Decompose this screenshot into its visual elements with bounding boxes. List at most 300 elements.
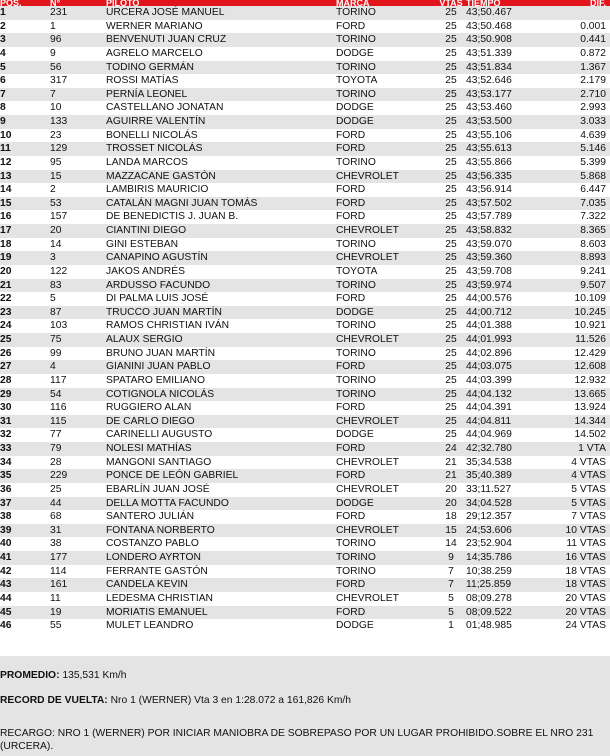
cell-marca: FORD (336, 469, 436, 483)
cell-tiempo: 43;52.646 (466, 74, 544, 88)
record-label: RECORD DE VUELTA: (0, 695, 108, 706)
cell-dif: 4 VTAS (544, 469, 610, 483)
cell-pos: 39 (0, 524, 50, 538)
cell-num: 68 (50, 510, 106, 524)
cell-tiempo: 44;04.969 (466, 428, 544, 442)
cell-pos: 5 (0, 61, 50, 75)
cell-tiempo: 43;53.500 (466, 115, 544, 129)
cell-pos: 9 (0, 115, 50, 129)
cell-marca: FORD (336, 142, 436, 156)
cell-num: 5 (50, 292, 106, 306)
cell-piloto: CATALÁN MAGNI JUAN TOMÁS (106, 197, 336, 211)
cell-dif: 0.441 (544, 33, 610, 47)
cell-dif: 10 VTAS (544, 524, 610, 538)
cell-marca: CHEVROLET (336, 592, 436, 606)
cell-vtas: 25 (436, 238, 466, 252)
cell-tiempo: 44;03.399 (466, 374, 544, 388)
cell-marca: TORINO (336, 388, 436, 402)
cell-piloto: URCERA JOSÉ MANUEL (106, 6, 336, 20)
cell-vtas: 25 (436, 388, 466, 402)
cell-marca: TORINO (336, 347, 436, 361)
cell-vtas: 20 (436, 483, 466, 497)
cell-marca: CHEVROLET (336, 170, 436, 184)
cell-vtas: 25 (436, 156, 466, 170)
cell-piloto: PERNÍA LEONEL (106, 88, 336, 102)
cell-dif: 11.526 (544, 333, 610, 347)
cell-num: 54 (50, 388, 106, 402)
cell-piloto: GIANINI JUAN PABLO (106, 360, 336, 374)
cell-marca: CHEVROLET (336, 456, 436, 470)
cell-tiempo: 14;35.786 (466, 551, 544, 565)
table-row (0, 551, 610, 565)
cell-tiempo: 42;32.780 (466, 442, 544, 456)
cell-pos: 33 (0, 442, 50, 456)
cell-piloto: DE BENEDICTIS J. JUAN B. (106, 210, 336, 224)
table-row (0, 469, 610, 483)
cell-num: 75 (50, 333, 106, 347)
cell-vtas: 25 (436, 33, 466, 47)
cell-marca: CHEVROLET (336, 333, 436, 347)
cell-marca: TORINO (336, 551, 436, 565)
cell-marca: TORINO (336, 33, 436, 47)
cell-piloto: MULET LEANDRO (106, 619, 336, 633)
record-line (0, 695, 351, 706)
table-row (0, 578, 610, 592)
cell-vtas: 14 (436, 537, 466, 551)
cell-num: 103 (50, 319, 106, 333)
cell-pos: 20 (0, 265, 50, 279)
cell-vtas: 5 (436, 606, 466, 620)
cell-tiempo: 23;52.904 (466, 537, 544, 551)
table-row (0, 401, 610, 415)
table-row (0, 428, 610, 442)
cell-num: 95 (50, 156, 106, 170)
cell-piloto: TROSSET NICOLÁS (106, 142, 336, 156)
cell-dif: 12.932 (544, 374, 610, 388)
cell-dif: 20 VTAS (544, 606, 610, 620)
cell-num: 23 (50, 129, 106, 143)
cell-pos: 28 (0, 374, 50, 388)
cell-dif: 2.179 (544, 74, 610, 88)
cell-marca: TORINO (336, 61, 436, 75)
cell-dif: 1.367 (544, 61, 610, 75)
cell-num: 55 (50, 619, 106, 633)
cell-dif: 0.872 (544, 47, 610, 61)
race-summary (0, 656, 610, 756)
cell-vtas: 25 (436, 292, 466, 306)
cell-num: 231 (50, 6, 106, 20)
cell-num: 38 (50, 537, 106, 551)
cell-num: 10 (50, 101, 106, 115)
header-vtas: VTAS (436, 0, 466, 6)
cell-pos: 44 (0, 592, 50, 606)
cell-dif: 8.365 (544, 224, 610, 238)
cell-marca: FORD (336, 292, 436, 306)
cell-piloto: MANGONI SANTIAGO (106, 456, 336, 470)
cell-pos: 16 (0, 210, 50, 224)
cell-num: 157 (50, 210, 106, 224)
cell-dif: 14.502 (544, 428, 610, 442)
cell-piloto: COTIGNOLA NICOLÁS (106, 388, 336, 402)
table-row (0, 33, 610, 47)
cell-pos: 11 (0, 142, 50, 156)
cell-dif: 20 VTAS (544, 592, 610, 606)
cell-pos: 6 (0, 74, 50, 88)
cell-marca: FORD (336, 578, 436, 592)
cell-num: 177 (50, 551, 106, 565)
cell-piloto: LONDERO AYRTON (106, 551, 336, 565)
cell-piloto: ALAUX SERGIO (106, 333, 336, 347)
cell-dif: 0.001 (544, 20, 610, 34)
table-row (0, 306, 610, 320)
table-row (0, 210, 610, 224)
cell-tiempo: 43;57.502 (466, 197, 544, 211)
cell-vtas: 7 (436, 565, 466, 579)
table-row (0, 333, 610, 347)
cell-tiempo: 43;50.467 (466, 6, 544, 20)
cell-marca: TORINO (336, 279, 436, 293)
table-row (0, 565, 610, 579)
cell-vtas: 25 (436, 47, 466, 61)
cell-tiempo: 24;53.606 (466, 524, 544, 538)
table-row (0, 251, 610, 265)
cell-marca: CHEVROLET (336, 224, 436, 238)
cell-vtas: 25 (436, 74, 466, 88)
cell-marca: FORD (336, 210, 436, 224)
cell-tiempo: 44;00.712 (466, 306, 544, 320)
cell-piloto: BENVENUTI JUAN CRUZ (106, 33, 336, 47)
cell-dif: 9.507 (544, 279, 610, 293)
cell-vtas: 21 (436, 469, 466, 483)
cell-marca: TORINO (336, 319, 436, 333)
cell-num: 129 (50, 142, 106, 156)
cell-tiempo: 43;50.908 (466, 33, 544, 47)
cell-dif: 3.033 (544, 115, 610, 129)
table-row (0, 183, 610, 197)
table-row (0, 129, 610, 143)
cell-tiempo: 43;59.708 (466, 265, 544, 279)
cell-piloto: AGUIRRE VALENTÍN (106, 115, 336, 129)
cell-piloto: EBARLÍN JUAN JOSÉ (106, 483, 336, 497)
cell-pos: 29 (0, 388, 50, 402)
cell-vtas: 9 (436, 551, 466, 565)
cell-piloto: DI PALMA LUIS JOSÉ (106, 292, 336, 306)
cell-marca: DODGE (336, 101, 436, 115)
cell-vtas: 25 (436, 129, 466, 143)
cell-marca: TORINO (336, 88, 436, 102)
cell-pos: 14 (0, 183, 50, 197)
cell-piloto: BRUNO JUAN MARTÍN (106, 347, 336, 361)
cell-dif: 1 VTA (544, 442, 610, 456)
table-row (0, 510, 610, 524)
cell-num: 53 (50, 197, 106, 211)
cell-dif: 12.608 (544, 360, 610, 374)
cell-num: 11 (50, 592, 106, 606)
cell-pos: 38 (0, 510, 50, 524)
cell-num: 14 (50, 238, 106, 252)
cell-piloto: TRUCCO JUAN MARTÍN (106, 306, 336, 320)
cell-pos: 7 (0, 88, 50, 102)
cell-dif: 5 VTAS (544, 497, 610, 511)
cell-marca: FORD (336, 401, 436, 415)
cell-marca: CHEVROLET (336, 415, 436, 429)
header-num: N° (50, 0, 106, 6)
cell-piloto: CASTELLANO JONATAN (106, 101, 336, 115)
cell-tiempo: 44;01.993 (466, 333, 544, 347)
table-row (0, 360, 610, 374)
cell-num: 3 (50, 251, 106, 265)
cell-vtas: 25 (436, 415, 466, 429)
cell-num: 87 (50, 306, 106, 320)
cell-tiempo: 08;09.522 (466, 606, 544, 620)
cell-num: 56 (50, 61, 106, 75)
cell-vtas: 7 (436, 578, 466, 592)
cell-piloto: RUGGIERO ALAN (106, 401, 336, 415)
cell-tiempo: 43;59.974 (466, 279, 544, 293)
cell-pos: 19 (0, 251, 50, 265)
cell-pos: 36 (0, 483, 50, 497)
table-row (0, 279, 610, 293)
table-row (0, 224, 610, 238)
cell-vtas: 25 (436, 115, 466, 129)
cell-vtas: 25 (436, 197, 466, 211)
table-row (0, 592, 610, 606)
cell-dif: 24 VTAS (544, 619, 610, 633)
table-row (0, 156, 610, 170)
cell-dif (544, 6, 610, 20)
cell-vtas: 25 (436, 183, 466, 197)
cell-tiempo: 44;04.132 (466, 388, 544, 402)
cell-vtas: 25 (436, 210, 466, 224)
cell-dif: 5.868 (544, 170, 610, 184)
cell-piloto: SANTERO JULIÁN (106, 510, 336, 524)
cell-tiempo: 43;50.468 (466, 20, 544, 34)
cell-pos: 31 (0, 415, 50, 429)
cell-num: 79 (50, 442, 106, 456)
cell-num: 28 (50, 456, 106, 470)
cell-pos: 37 (0, 497, 50, 511)
cell-dif: 2.710 (544, 88, 610, 102)
cell-piloto: COSTANZO PABLO (106, 537, 336, 551)
cell-pos: 34 (0, 456, 50, 470)
cell-marca: TORINO (336, 374, 436, 388)
cell-tiempo: 43;53.460 (466, 101, 544, 115)
cell-pos: 1 (0, 6, 50, 20)
cell-pos: 26 (0, 347, 50, 361)
cell-pos: 30 (0, 401, 50, 415)
table-row (0, 415, 610, 429)
table-row (0, 292, 610, 306)
header-pos: POS. (0, 0, 50, 6)
cell-tiempo: 44;04.391 (466, 401, 544, 415)
cell-piloto: WERNER MARIANO (106, 20, 336, 34)
cell-pos: 17 (0, 224, 50, 238)
cell-vtas: 25 (436, 251, 466, 265)
cell-dif: 8.893 (544, 251, 610, 265)
table-row (0, 347, 610, 361)
cell-dif: 10.245 (544, 306, 610, 320)
cell-tiempo: 43;51.834 (466, 61, 544, 75)
cell-pos: 13 (0, 170, 50, 184)
cell-tiempo: 43;59.360 (466, 251, 544, 265)
cell-piloto: FERRANTE GASTÓN (106, 565, 336, 579)
cell-dif: 7.035 (544, 197, 610, 211)
cell-num: 9 (50, 47, 106, 61)
cell-marca: FORD (336, 442, 436, 456)
cell-tiempo: 44;00.576 (466, 292, 544, 306)
cell-vtas: 1 (436, 619, 466, 633)
cell-num: 2 (50, 183, 106, 197)
cell-vtas: 25 (436, 142, 466, 156)
cell-num: 117 (50, 374, 106, 388)
cell-marca: DODGE (336, 115, 436, 129)
cell-vtas: 25 (436, 347, 466, 361)
cell-marca: TOYOTA (336, 74, 436, 88)
table-row (0, 47, 610, 61)
cell-marca: DODGE (336, 619, 436, 633)
cell-pos: 3 (0, 33, 50, 47)
table-row (0, 6, 610, 20)
cell-piloto: BONELLI NICOLÁS (106, 129, 336, 143)
cell-num: 229 (50, 469, 106, 483)
table-row (0, 619, 610, 633)
cell-vtas: 25 (436, 20, 466, 34)
cell-pos: 25 (0, 333, 50, 347)
table-row (0, 61, 610, 75)
cell-num: 99 (50, 347, 106, 361)
recargo-note: RECARGO: NRO 1 (WERNER) POR INICIAR MANIOBRA DE SOBREPASO POR UN LUGAR PROHIBIDO.SOBRE EL NRO 231 (URCERA). (0, 728, 594, 752)
cell-tiempo: 43;55.866 (466, 156, 544, 170)
cell-dif: 5 VTAS (544, 483, 610, 497)
cell-dif: 10.921 (544, 319, 610, 333)
cell-tiempo: 01;48.985 (466, 619, 544, 633)
cell-dif: 18 VTAS (544, 565, 610, 579)
cell-marca: FORD (336, 20, 436, 34)
cell-pos: 10 (0, 129, 50, 143)
table-row (0, 20, 610, 34)
cell-marca: TORINO (336, 238, 436, 252)
cell-piloto: ROSSI MATÍAS (106, 74, 336, 88)
cell-vtas: 21 (436, 456, 466, 470)
table-row (0, 606, 610, 620)
cell-dif: 13.665 (544, 388, 610, 402)
cell-vtas: 25 (436, 401, 466, 415)
cell-vtas: 25 (436, 61, 466, 75)
cell-vtas: 25 (436, 6, 466, 20)
cell-piloto: LANDA MARCOS (106, 156, 336, 170)
cell-tiempo: 43;55.106 (466, 129, 544, 143)
cell-marca: FORD (336, 183, 436, 197)
cell-tiempo: 43;55.613 (466, 142, 544, 156)
cell-tiempo: 10;38.259 (466, 565, 544, 579)
cell-dif: 14.344 (544, 415, 610, 429)
cell-dif: 7 VTAS (544, 510, 610, 524)
cell-marca: DODGE (336, 428, 436, 442)
header-tiempo: TIEMPO (466, 0, 544, 6)
cell-tiempo: 43;58.832 (466, 224, 544, 238)
cell-tiempo: 43;56.914 (466, 183, 544, 197)
cell-piloto: MORIATIS EMANUEL (106, 606, 336, 620)
cell-tiempo: 08;09.278 (466, 592, 544, 606)
cell-dif: 16 VTAS (544, 551, 610, 565)
cell-piloto: SPATARO EMILIANO (106, 374, 336, 388)
cell-tiempo: 11;25.859 (466, 578, 544, 592)
cell-vtas: 25 (436, 265, 466, 279)
cell-piloto: PONCE DE LEÓN GABRIEL (106, 469, 336, 483)
cell-pos: 32 (0, 428, 50, 442)
cell-dif: 11 VTAS (544, 537, 610, 551)
table-row (0, 497, 610, 511)
cell-num: 317 (50, 74, 106, 88)
cell-dif: 9.241 (544, 265, 610, 279)
cell-num: 115 (50, 415, 106, 429)
cell-pos: 21 (0, 279, 50, 293)
cell-vtas: 25 (436, 374, 466, 388)
cell-dif: 6.447 (544, 183, 610, 197)
results-body (0, 6, 610, 633)
cell-piloto: GINI ESTEBAN (106, 238, 336, 252)
cell-marca: TORINO (336, 537, 436, 551)
cell-pos: 46 (0, 619, 50, 633)
cell-vtas: 25 (436, 224, 466, 238)
cell-tiempo: 44;04.811 (466, 415, 544, 429)
cell-marca: TORINO (336, 156, 436, 170)
cell-num: 122 (50, 265, 106, 279)
cell-vtas: 25 (436, 279, 466, 293)
cell-marca: CHEVROLET (336, 483, 436, 497)
table-row (0, 374, 610, 388)
cell-vtas: 5 (436, 592, 466, 606)
cell-num: 116 (50, 401, 106, 415)
cell-piloto: CANAPINO AGUSTÍN (106, 251, 336, 265)
cell-pos: 24 (0, 319, 50, 333)
cell-pos: 23 (0, 306, 50, 320)
cell-dif: 5.399 (544, 156, 610, 170)
table-row (0, 524, 610, 538)
promedio-label: PROMEDIO: (0, 670, 60, 681)
cell-dif: 13.924 (544, 401, 610, 415)
cell-tiempo: 44;01.388 (466, 319, 544, 333)
table-row (0, 197, 610, 211)
cell-pos: 15 (0, 197, 50, 211)
cell-dif: 8.603 (544, 238, 610, 252)
cell-tiempo: 44;03.075 (466, 360, 544, 374)
cell-marca: FORD (336, 197, 436, 211)
cell-piloto: CANDELA KEVIN (106, 578, 336, 592)
cell-pos: 35 (0, 469, 50, 483)
cell-pos: 42 (0, 565, 50, 579)
table-row (0, 319, 610, 333)
cell-vtas: 20 (436, 497, 466, 511)
cell-num: 161 (50, 578, 106, 592)
table-row (0, 74, 610, 88)
cell-piloto: JAKOS ANDRÉS (106, 265, 336, 279)
cell-piloto: LAMBIRIS MAURICIO (106, 183, 336, 197)
cell-piloto: MAZZACANE GASTÓN (106, 170, 336, 184)
cell-vtas: 15 (436, 524, 466, 538)
cell-num: 25 (50, 483, 106, 497)
cell-vtas: 24 (436, 442, 466, 456)
table-row (0, 170, 610, 184)
cell-marca: FORD (336, 510, 436, 524)
table-row (0, 238, 610, 252)
cell-piloto: ARDUSSO FACUNDO (106, 279, 336, 293)
cell-num: 20 (50, 224, 106, 238)
cell-vtas: 25 (436, 428, 466, 442)
cell-marca: TOYOTA (336, 265, 436, 279)
header-dif: DIF. (544, 0, 610, 6)
cell-piloto: CIANTINI DIEGO (106, 224, 336, 238)
